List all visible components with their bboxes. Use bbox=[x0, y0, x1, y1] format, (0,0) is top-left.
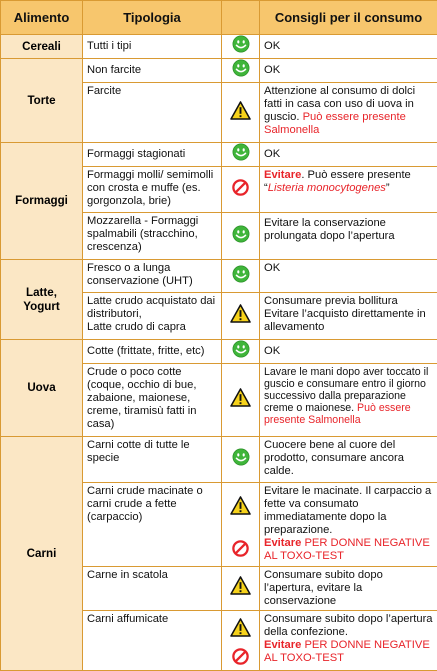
table-row bbox=[1, 340, 437, 364]
icon-cell bbox=[222, 260, 260, 293]
table-row bbox=[1, 437, 437, 483]
advice-avoid: Evitare bbox=[264, 537, 301, 549]
warning-icon bbox=[230, 304, 251, 323]
advice-text: Lavare le mani dopo aver toccato il guscio e consumare entro il giorno successivo dalla preparazione creme o maionese. bbox=[264, 366, 428, 414]
advice-cell: Cuocere bene al cuore del prodotto, consumare ancora calde. bbox=[260, 437, 437, 483]
advice-cell: OK bbox=[260, 143, 437, 167]
category-torte: Torte bbox=[1, 59, 83, 143]
advice-cell bbox=[260, 83, 437, 143]
smile-icon bbox=[232, 143, 250, 161]
advice-text: Attenzione al consumo di dolci fatti in casa con uso di uova in guscio. bbox=[264, 85, 415, 123]
advice-alert: Può essere presente Salmonella bbox=[264, 402, 411, 426]
header-food: Alimento bbox=[1, 1, 83, 35]
type-line: Latte crudo acquistato dai distributori, bbox=[87, 295, 215, 320]
type-cell bbox=[83, 293, 222, 340]
header-icon bbox=[222, 1, 260, 35]
advice-text: Evitare le macinate. Il carpaccio a fette va consumato immediatamente dopo la preparazione. bbox=[264, 485, 431, 536]
type-cell: Fresco o a lunga conservazione (UHT) bbox=[83, 260, 222, 293]
header-type: Tipologia bbox=[83, 1, 222, 35]
category-latte-yogurt bbox=[1, 260, 83, 340]
type-cell: Formaggi molli/ semimolli con crosta e muffe (es. gorgonzola, brie) bbox=[83, 167, 222, 213]
smile-icon bbox=[232, 35, 250, 53]
type-cell: Farcite bbox=[83, 83, 222, 143]
forbidden-icon bbox=[231, 539, 250, 558]
advice-cell bbox=[260, 167, 437, 213]
advice-text: . Può essere presente “ bbox=[264, 169, 411, 194]
type-line: Latte crudo di capra bbox=[87, 321, 186, 333]
smile-icon bbox=[232, 448, 250, 466]
warning-icon bbox=[230, 496, 251, 515]
type-cell: Crude o poco cotte (coque, occhio di bue, zabaione, maionese, creme, tiramisù fatti in casa) bbox=[83, 364, 222, 437]
type-cell: Tutti i tipi bbox=[83, 35, 222, 59]
advice-cell: Consumare subito dopo l’apertura, evitare la conservazione bbox=[260, 567, 437, 611]
advice-text: Consumare subito dopo l’apertura della confezione. bbox=[264, 613, 433, 638]
icon-cell bbox=[222, 59, 260, 83]
advice-line: Evitare l’acquisto direttamente in allevamento bbox=[264, 308, 426, 333]
type-cell: Mozzarella - Formaggi spalmabili (stracchino, crescenza) bbox=[83, 213, 222, 260]
warning-icon bbox=[230, 618, 251, 637]
category-cereali: Cereali bbox=[1, 35, 83, 59]
smile-icon bbox=[232, 59, 250, 77]
advice-cell bbox=[260, 293, 437, 340]
type-cell: Formaggi stagionati bbox=[83, 143, 222, 167]
category-line: Latte, bbox=[26, 286, 57, 299]
forbidden-icon bbox=[231, 647, 250, 666]
icon-cell bbox=[222, 483, 260, 567]
icon-cell bbox=[222, 567, 260, 611]
smile-icon bbox=[232, 225, 250, 243]
icon-cell bbox=[222, 83, 260, 143]
smile-icon bbox=[232, 265, 250, 283]
advice-line: Consumare previa bollitura bbox=[264, 295, 398, 307]
type-cell: Non farcite bbox=[83, 59, 222, 83]
type-cell: Cotte (frittate, fritte, etc) bbox=[83, 340, 222, 364]
warning-icon bbox=[230, 388, 251, 407]
icon-cell bbox=[222, 35, 260, 59]
icon-cell bbox=[222, 610, 260, 670]
icon-cell bbox=[222, 213, 260, 260]
table-row bbox=[1, 260, 437, 293]
header-advice: Consigli per il consumo bbox=[260, 1, 437, 35]
warning-icon bbox=[230, 101, 251, 120]
advice-alert: PER DONNE NEGATIVE AL TOXO-TEST bbox=[264, 537, 430, 562]
type-cell: Carne in scatola bbox=[83, 567, 222, 611]
advice-tail: ” bbox=[386, 182, 390, 194]
advice-alert: Può essere presente Salmonella bbox=[264, 111, 406, 136]
advice-avoid: Evitare bbox=[264, 639, 301, 651]
advice-cell: Evitare la conservazione prolungata dopo l’apertura bbox=[260, 213, 437, 260]
advice-cell bbox=[260, 610, 437, 670]
icon-cell bbox=[222, 364, 260, 437]
category-uova: Uova bbox=[1, 340, 83, 437]
header-row bbox=[1, 1, 437, 35]
table-row bbox=[1, 143, 437, 167]
warning-icon bbox=[230, 576, 251, 595]
type-cell: Carni cotte di tutte le specie bbox=[83, 437, 222, 483]
advice-cell: OK bbox=[260, 260, 437, 293]
advice-alert: PER DONNE NEGATIVE AL TOXO-TEST bbox=[264, 639, 430, 664]
category-carni: Carni bbox=[1, 437, 83, 671]
advice-cell bbox=[260, 364, 437, 437]
category-formaggi: Formaggi bbox=[1, 143, 83, 260]
forbidden-icon bbox=[231, 178, 250, 197]
icon-cell bbox=[222, 143, 260, 167]
table-row bbox=[1, 35, 437, 59]
table-row bbox=[1, 59, 437, 83]
category-line: Yogurt bbox=[23, 300, 60, 313]
icon-cell bbox=[222, 293, 260, 340]
advice-cell bbox=[260, 483, 437, 567]
advice-cell: OK bbox=[260, 59, 437, 83]
type-cell: Carni affumicate bbox=[83, 610, 222, 670]
advice-alert: Listeria monocytogenes bbox=[268, 182, 386, 194]
icon-cell bbox=[222, 340, 260, 364]
advice-avoid: Evitare bbox=[264, 169, 301, 181]
icon-cell bbox=[222, 437, 260, 483]
advice-cell: OK bbox=[260, 35, 437, 59]
smile-icon bbox=[232, 340, 250, 358]
icon-cell bbox=[222, 167, 260, 213]
type-cell: Carni crude macinate o carni crude a fette (carpaccio) bbox=[83, 483, 222, 567]
advice-cell: OK bbox=[260, 340, 437, 364]
